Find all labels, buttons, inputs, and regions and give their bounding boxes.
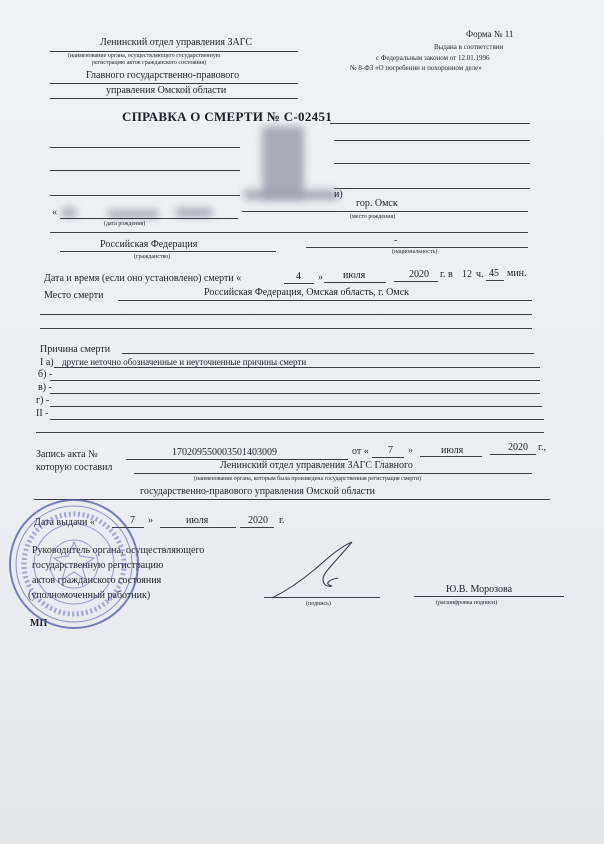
death-datetime-label: Дата и время (если оно установлено) смерти «: [44, 273, 242, 284]
death-quote-close: »: [318, 272, 323, 283]
cause-b: б) -: [38, 369, 53, 380]
death-day: 4: [296, 271, 301, 282]
record-number: 170209550003501403009: [172, 447, 277, 458]
death-minute-suffix: мин.: [507, 268, 527, 279]
head-line-2: государственную регистрацию: [32, 560, 164, 571]
signature-caption: (подпись): [306, 601, 331, 607]
redacted-name: [262, 126, 304, 198]
mp-label: МП: [30, 618, 48, 629]
nationality-value: -: [394, 235, 398, 246]
issue-quote-close: »: [148, 515, 153, 526]
cause-a: другие неточно обозначенные и неуточненные причины смерти: [62, 357, 307, 367]
issue-year-suffix: г.: [279, 515, 285, 526]
redacted-birthdate: [62, 208, 76, 217]
org-caption-1: (наименование органа, осуществляющего государственную: [68, 53, 221, 59]
record-month: июля: [441, 445, 464, 456]
form-law-1: с Федеральным законом от 12.01.1996: [376, 54, 490, 62]
death-minute: 45: [489, 268, 499, 279]
signer-name: Ю.В. Морозова: [446, 584, 513, 595]
cause-ii: II -: [36, 408, 49, 419]
form-law-2: № 8-ФЗ «О погребении и похоронном деле»: [350, 64, 482, 72]
death-year-suffix: г. в: [440, 269, 453, 280]
citizenship: Российская Федерация: [100, 239, 198, 250]
issue-year: 2020: [248, 515, 268, 526]
org-line-3: управления Омской области: [106, 85, 227, 96]
death-month: июля: [343, 270, 366, 281]
record-year-suffix: г.,: [538, 442, 546, 453]
birthdate-caption: (дата рождения): [104, 221, 146, 227]
head-line-1: Руководитель органа, осуществляющего: [32, 545, 205, 556]
compiler-caption: (наименование органа, которым была произведена государственная регистрация смерти): [194, 476, 422, 482]
form-issued: Выдана в соответствии: [434, 43, 504, 51]
birthdate-quote: «: [52, 207, 57, 218]
official-round-stamp: [6, 496, 142, 632]
compiler-2: государственно-правового управления Омской области: [140, 486, 375, 497]
record-quote-close: »: [408, 445, 413, 456]
surname-suffix: и): [334, 189, 343, 200]
issue-month: июля: [186, 515, 209, 526]
form-number: Форма № 11: [466, 29, 514, 39]
cause-c: в) -: [38, 382, 52, 393]
nationality-caption: (национальность): [392, 249, 438, 255]
compiler: Ленинский отдел управления ЗАГС Главного: [220, 460, 413, 471]
record-from-label: от «: [352, 446, 369, 457]
birthplace-caption: (место рождения): [350, 214, 396, 220]
death-place-label: Место смерти: [44, 290, 104, 301]
signer-name-caption: (расшифровка подписи): [436, 600, 498, 606]
org-name: Ленинский отдел управления ЗАГС: [100, 37, 252, 48]
head-line-3: актов гражданского состояния: [32, 575, 162, 586]
issue-label: Дата выдачи «: [34, 517, 95, 528]
death-hour-suffix: ч.: [476, 269, 484, 280]
death-hour: 12: [462, 269, 472, 280]
cause-d: г) -: [36, 395, 50, 406]
head-line-4: (уполномоченный работник): [28, 590, 151, 601]
org-line-2: Главного государственно-правового: [86, 70, 240, 81]
issue-day: 7: [130, 515, 135, 526]
record-year: 2020: [508, 442, 528, 453]
death-year: 2020: [409, 269, 429, 280]
handwritten-signature: [268, 540, 358, 602]
record-label: Запись акта №: [36, 449, 98, 460]
redacted-birthdate-3: [176, 208, 212, 217]
org-caption-2: регистрацию актов гражданского состояния): [92, 60, 207, 66]
cause-label: Причина смерти: [40, 344, 111, 355]
compiled-label: которую составил: [36, 462, 113, 473]
redacted-name-2: [244, 190, 338, 200]
document-title: СПРАВКА О СМЕРТИ № С-02451: [122, 109, 333, 124]
redacted-birthdate-2: [108, 210, 158, 218]
record-day: 7: [388, 445, 393, 456]
cause-a-prefix: I а): [40, 357, 54, 368]
birthplace: гор. Омск: [356, 198, 398, 209]
death-place: Российская Федерация, Омская область, г. Омск: [204, 287, 409, 298]
citizenship-caption: (гражданство): [134, 254, 171, 260]
